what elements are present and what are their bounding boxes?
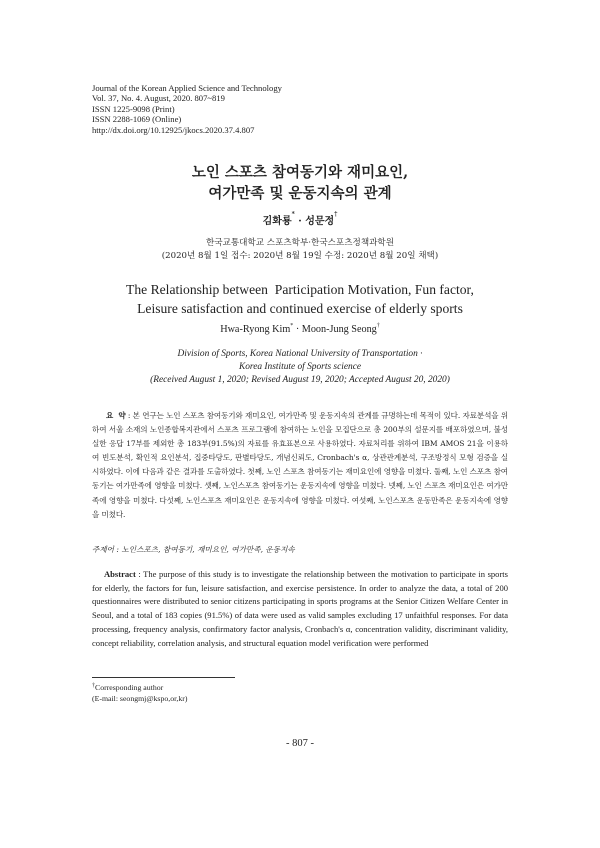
english-title-line-2: Leisure satisfaction and continued exercise of elderly sports [137,301,463,316]
footnote-corresponding: Corresponding author [95,683,164,692]
author-1-name-ko: 김화룡 [262,216,292,227]
english-dates-line: (Received August 1, 2020; Revised August 19, 2020; Accepted August 20, 2020) [150,375,450,385]
author-separator-en: · [293,324,302,335]
korean-affiliation-line-1: 한국교통대학교 스포츠학부·한국스포츠정책과학원 [205,238,395,248]
english-title-line-1: The Relationship between Participation Motivation, Fun factor, [126,282,474,297]
korean-keywords: 주제어 : 노인스포츠, 참여동기, 재미요인, 여가만족, 운동지속 [92,545,295,554]
english-affiliation [0,348,600,387]
page-number: - 807 - [286,738,314,749]
journal-name: Journal of the Korean Applied Science and Technology [92,83,282,93]
korean-dates-line: (2020년 8월 1일 접수: 2020년 8월 19일 수정: 2020년 8월 20일 채택) [161,251,439,261]
journal-doi-link[interactable]: http://dx.doi.org/10.12925/jkocs.2020.37.4.807 [92,124,255,135]
journal-header [92,83,282,135]
author-1-mark-ko: * [291,211,295,218]
korean-abstract-text: : 본 연구는 노인 스포츠 참여동기와 재미요인, 여가만족 및 운동지속의 관계를 규명하는데 목적이 있다. 자료분석을 위하여 서울 소재의 노인종합복지관에서 스포츠 프로그램에 참여하는 노인을 모집단으로 총 200부의 설문지를 배포하였으며, 불성실한 응답 17부를 제외한 총 183부(91.5%)의 자료를 유효표본으로 사용하였다. 자료처리를 위하여 IBM AMOS 21을 이용하여 빈도분석, 확인적 요인분석, 집중타당도, 판별타당도, 개념신뢰도, Cronbach's α, 상관관계분석, 구조방정식 모형 검증을 실시하였다. 이에 다음과 같은 결과를 도출하였다. 첫째, 노인 스포츠 참여동기는 재미요인에 영향을 미쳤다. 둘째, 노인 스포츠 참여동기는 여가만족에 영향을 미쳤다. 셋째, 노인스포츠 참여동기는 운동지속에 영향을 미쳤다. 넷째, 노인 스포츠 재미요인은 여가만족에 영향을 미쳤다. 다섯째, 노인스포츠 재미요인은 운동지속에 영향을 미쳤다. 여섯째, 노인스포츠 운동만족은 운동지속에 영향을 미쳤다. [92,411,508,519]
footnote-email: (E-mail: seongmj@kspo,or,kr) [92,694,188,703]
korean-title-line-1: 노인 스포츠 참여동기와 재미요인, [191,164,409,181]
korean-affiliation [0,237,600,263]
english-abstract-text: : The purpose of this study is to investigate the relationship between the motivation to participate in sports for elderly, the factors for fun, leisure satisfaction, and exercise persistence. In order to analyze the data, a total of 200 questionnaires were distributed to senior citizens participating in sports programs at the Senior Citizen Welfare Center in Seoul, and a total of 183 copies (91.5%) of data were used as valid samples excluding 17 unfaithful responses. For data processing, frequency analysis, confirmatory factor analysis, Cronbach's α, concentration validity, discriminant validity, concept reliability, correlation analysis, and structural equation model verification were performed [92,569,508,648]
korean-title [0,162,600,204]
korean-title-line-2: 여가만족 및 운동지속의 관계 [208,185,392,202]
journal-issn-print: ISSN 1225-9098 (Print) [92,103,175,114]
footnote-mark: † [92,683,95,689]
author-1-name-en: Hwa-Ryong Kim [220,324,291,335]
english-affiliation-line-2: Korea Institute of Sports science [238,362,362,372]
author-separator-ko: · [294,216,306,227]
author-1-mark-en: * [290,323,294,329]
author-2-name-en: Moon-Jung Seong [301,324,377,335]
english-affiliation-line-1: Division of Sports, Korea National University of Transportation · [177,349,423,359]
footnote-divider [92,677,235,678]
korean-abstract-label: 요 약 [106,411,126,420]
author-2-name-ko: 성문정 [305,216,335,227]
korean-abstract [92,409,508,522]
korean-authors [0,212,600,227]
author-2-mark-en: † [376,323,380,329]
english-title [0,280,600,318]
journal-volume: Vol. 37, No. 4. August, 2020. 807~819 [92,93,225,104]
footnote [92,682,187,704]
english-abstract [92,568,508,650]
author-2-mark-ko: † [334,211,338,218]
english-authors [0,324,600,335]
english-abstract-label: Abstract [104,569,136,579]
journal-issn-online: ISSN 2288-1069 (Online) [92,114,182,125]
